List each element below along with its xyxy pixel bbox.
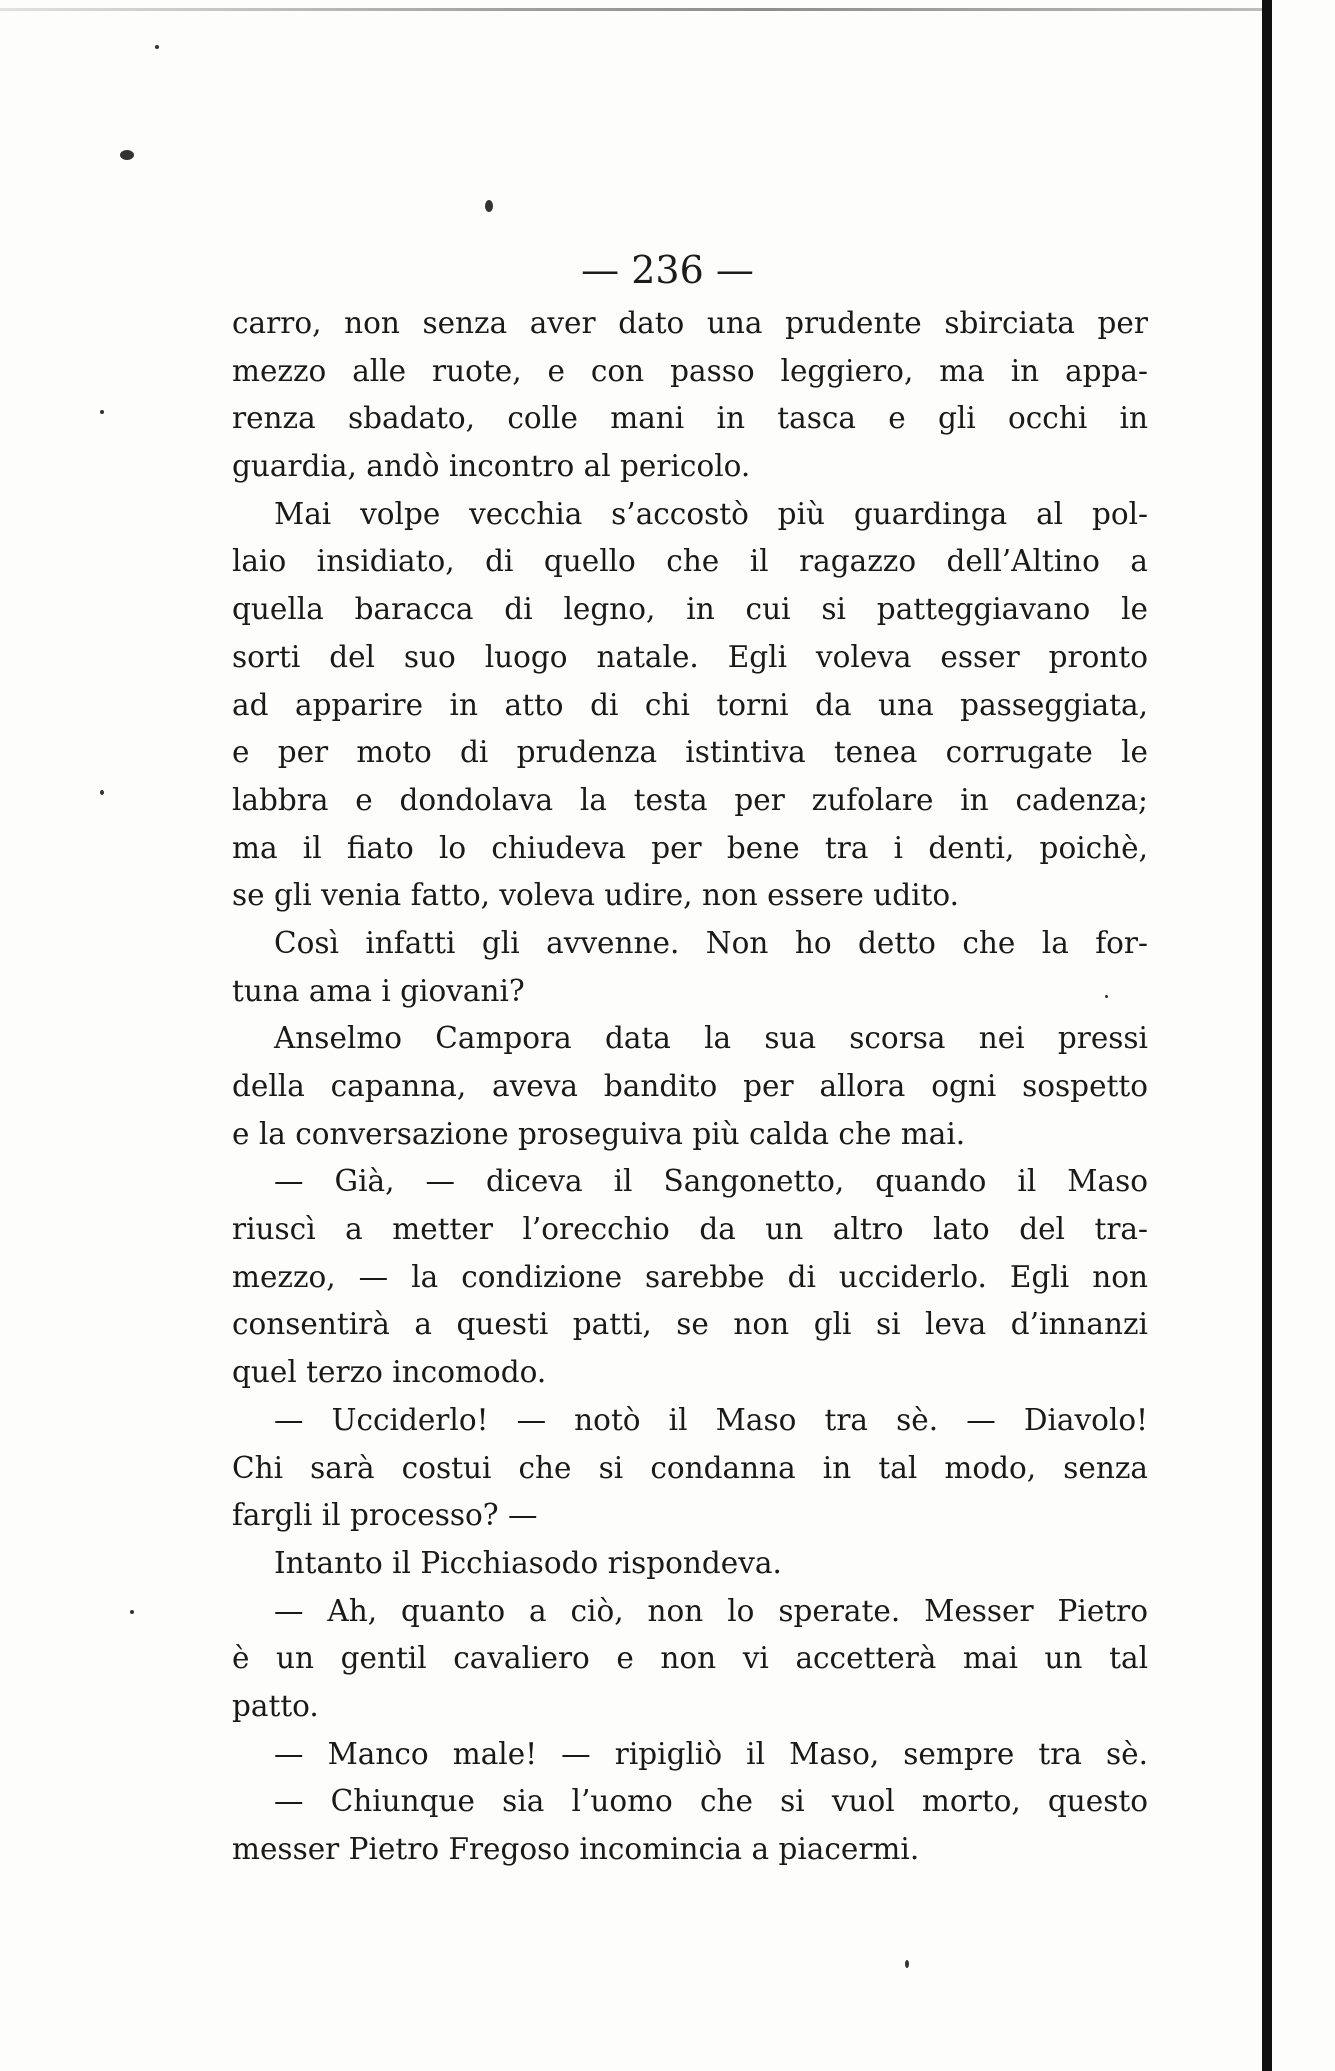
text-line: Anselmo Campora data la sua scorsa nei pressi <box>274 1021 1148 1056</box>
text-line: renza sbadato, colle mani in tasca e gli occhi in <box>232 401 1148 436</box>
text-line: ma il fiato lo chiudeva per bene tra i denti, poichè, <box>232 830 1148 865</box>
text-line: sorti del suo luogo natale. Egli voleva esser pronto <box>232 639 1148 674</box>
scan-speck <box>100 790 104 795</box>
text-line: della capanna, aveva bandito per allora ogni sospetto <box>232 1069 1148 1103</box>
binding-edge <box>1262 0 1272 2071</box>
text-line: se gli venia fatto, voleva udire, non essere udito. <box>232 878 959 913</box>
scan-speck <box>155 45 159 49</box>
text-line: — Manco male! — ripigliò il Maso, sempre tra sè. <box>274 1736 1148 1771</box>
text-line: messer Pietro Fregoso incomincia a piacermi. <box>232 1832 920 1866</box>
scan-speck <box>485 200 493 212</box>
text-line: e per moto di prudenza istintiva tenea corrugate le <box>232 735 1148 770</box>
text-line: fargli il processo? — <box>232 1498 538 1533</box>
text-line: Chi sarà costui che si condanna in tal modo, senza <box>232 1450 1148 1485</box>
scan-speck <box>100 410 104 414</box>
text-line: carro, non senza aver dato una prudente sbirciata per <box>232 306 1148 340</box>
text-line: consentirà a questi patti, se non gli si leva d’innanzi <box>232 1307 1148 1342</box>
text-line: guardia, andò incontro al pericolo. <box>232 449 751 484</box>
text-line: labbra e dondolava la testa per zufolare in cadenza; <box>232 782 1148 817</box>
text-line: Così infatti gli avvenne. Non ho detto che la for- <box>274 925 1148 960</box>
scan-speck <box>905 1960 909 1968</box>
text-line: quella baracca di legno, in cui si patteggiavano le <box>232 592 1148 627</box>
top-edge-rule <box>0 8 1270 11</box>
text-line: è un gentil cavaliero e non vi accetterà mai un tal <box>232 1641 1148 1676</box>
text-line: — Chiunque sia l’uomo che si vuol morto, questo <box>274 1784 1148 1819</box>
text-line: — Ah, quanto a ciò, non lo sperate. Messer Pietro <box>274 1593 1148 1628</box>
text-line: Intanto il Picchiasodo rispondeva. <box>274 1545 782 1580</box>
text-line: — Ucciderlo! — notò il Maso tra sè. — Diavolo! <box>274 1402 1148 1437</box>
scan-speck <box>120 150 134 160</box>
text-line: e la conversazione proseguiva più calda che mai. <box>232 1116 966 1151</box>
text-line: — Già, — diceva il Sangonetto, quando il Maso <box>274 1164 1148 1199</box>
text-line: tuna ama i giovani? <box>232 973 525 1008</box>
text-line: ad apparire in atto di chi torni da una passeggiata, <box>232 687 1148 722</box>
body-text <box>232 300 1148 1874</box>
page-number: — 236 — <box>581 248 754 292</box>
scan-speck <box>130 1610 134 1614</box>
text-line: laio insidiato, di quello che il ragazzo dell’Altino a <box>232 544 1148 579</box>
text-line: Mai volpe vecchia s’accostò più guardinga al pol- <box>274 496 1148 531</box>
text-line: mezzo alle ruote, e con passo leggiero, ma in appa- <box>232 353 1148 388</box>
text-line: quel terzo incomodo. <box>232 1355 547 1390</box>
text-line: mezzo, — la condizione sarebbe di ucciderlo. Egli non <box>232 1259 1148 1294</box>
text-line: patto. <box>232 1688 319 1723</box>
text-line: riuscì a metter l’orecchio da un altro lato del tra- <box>232 1212 1148 1247</box>
